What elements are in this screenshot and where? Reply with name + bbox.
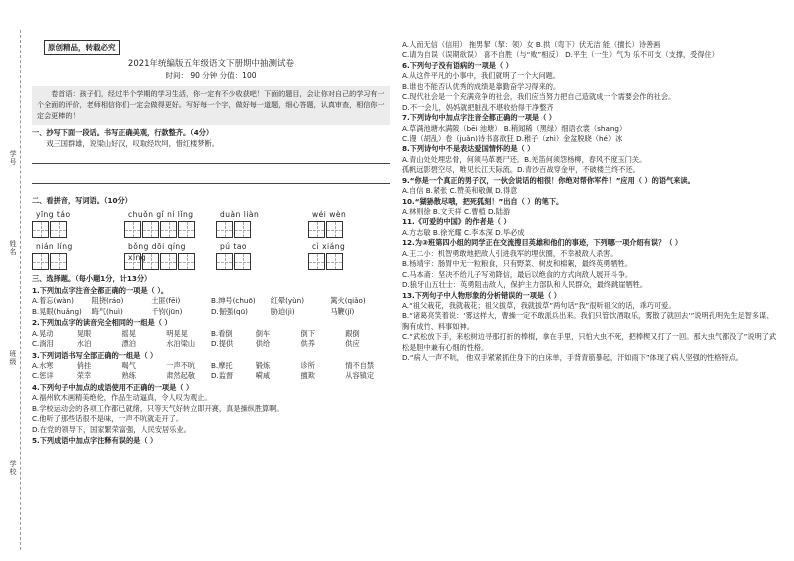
- pinyin-item: [32, 242, 114, 270]
- q4-option-a[interactable]: A.福州软木画精美绝伦，作品生动逼真，令人叹为观止。: [32, 393, 212, 403]
- option-item[interactable]: 水泊: [76, 339, 92, 349]
- binding-strip: [4, 30, 30, 550]
- option-item[interactable]: 明晃晃: [166, 328, 188, 338]
- writing-line: [32, 183, 390, 184]
- option-item[interactable]: 红晕(yùn): [270, 296, 305, 306]
- writing-cell[interactable]: [160, 253, 177, 270]
- option-item[interactable]: 跟倒: [345, 328, 360, 338]
- pinyin-item: [216, 210, 298, 238]
- pinyin-text: pú tao: [220, 242, 248, 252]
- copyright-stamp: 原创精品，转载必究: [44, 40, 120, 55]
- question-line[interactable]: A.草满池塘水满陂（bēi 池塘） B.稍闻稀（黑绿）细语衣裳（shang）: [402, 123, 627, 133]
- tian-grid: [216, 253, 298, 270]
- option-item[interactable]: 倒下: [300, 328, 315, 338]
- pinyin-item: [124, 242, 206, 270]
- question-line[interactable]: C.现代社会是一个充满竞争的社会，我们应当努力把自己造就成一个需要会作的社会。: [402, 92, 676, 102]
- option-row: [32, 329, 390, 339]
- exam-meta: 时间： 90 分钟 分值：100: [165, 71, 257, 81]
- writing-line: [32, 163, 390, 164]
- option-item[interactable]: B.摩托: [211, 360, 233, 370]
- option-item[interactable]: 阻挠(ráo): [91, 296, 124, 306]
- question-line[interactable]: 孤帆远影碧空尽，唯见长江天际流。D.青沙百战穿金甲，不破楼兰终不还。: [402, 165, 640, 175]
- option-item[interactable]: 篱火(qiǎo): [330, 296, 366, 306]
- option-item[interactable]: D.提供: [211, 339, 234, 349]
- question-stem: 9.“你是一个真正的男子汉，一伙会说话的相很！你绝对帮你军件！”应用（ ）的语气来读。: [402, 175, 695, 185]
- writing-cell[interactable]: [124, 253, 141, 270]
- section3-heading: 三、选择题。（每小题1分，计13分）: [32, 274, 152, 284]
- pinyin-text: yīng táo: [36, 210, 71, 220]
- binding-label-name: 姓名: [9, 240, 17, 256]
- pinyin-item: [124, 210, 206, 238]
- question-line[interactable]: D.不一会儿，妈妈就把脏乱不堪收拾得干净整齐: [402, 102, 554, 112]
- intro-box: 卷首语：孩子们，经过半个学期的学习生活，你一定有不少收获吧！下面的题目，会让你对自己的学习有一个全面的评价，老师相信你们一定会做得更好。写好每一个字，做好每一道题，细心答题，认真审查，相信你一定会更棒的！: [32, 86, 390, 125]
- question-stem: 7.下列诗句中加点字注音全都正确的一项是（ ）: [402, 113, 556, 123]
- writing-cell[interactable]: [142, 253, 159, 270]
- question-stem: 12.为③班第四小组的同学正在交流搜目英雄和他们的事迹，下列哪一项介绍有误？（ ）: [402, 238, 683, 248]
- binding-label-school: 学校: [9, 460, 17, 476]
- binding-label-class: 班级: [9, 350, 17, 366]
- tian-grid: [32, 253, 114, 270]
- pinyin-text: bǒng dōi qíng xǐng: [128, 242, 186, 263]
- question-line[interactable]: A.王二小：机智勇敢地把敌人引进我军的埋伏圈，不幸被敌人杀害。: [402, 248, 618, 258]
- binding-label-student-id: 学号: [9, 150, 17, 166]
- writing-cell[interactable]: [308, 253, 325, 270]
- right-column: [402, 40, 780, 364]
- writing-cell[interactable]: [234, 221, 251, 238]
- question-line[interactable]: C.请为自误（误期欲误） 喜不自胜（与“败”相反） D.平生（一生）气为 乐不可支（支撑，受得住）: [402, 50, 719, 60]
- writing-cell[interactable]: [50, 253, 67, 270]
- option-row: [32, 296, 390, 306]
- question-stem: 2.下列加点字的读音完全相同的一组是（ ）: [32, 318, 172, 328]
- tian-grid: [32, 221, 114, 238]
- writing-cell[interactable]: [124, 221, 141, 238]
- binding-dashed-line: [20, 30, 21, 550]
- pinyin-row-2: [32, 242, 390, 270]
- question-line[interactable]: A.林则徐 B.文天祥 C.曹植 D.陆游: [402, 207, 511, 216]
- question-line[interactable]: C.马本斋：坚决不给儿子写劝降信，最后以绝食的方式向敌人展开斗争。: [402, 269, 633, 279]
- pinyin-text: wéi wèn: [312, 210, 347, 220]
- question-stem: 10.“猢狲散尽哦，把死狐刻！”出自（ ）的笔下。: [402, 196, 564, 206]
- option-item[interactable]: C.惩详: [32, 371, 54, 381]
- question-line[interactable]: A.自信 B.紧张 C.赞美和敬佩 D.得意: [402, 186, 518, 196]
- question-line[interactable]: B.谁也不能否认优秀的成绩是靠勤奋学习得来的。: [402, 81, 561, 91]
- option-item[interactable]: 马鞭(jǐ): [330, 306, 355, 316]
- pinyin-item: [216, 242, 298, 270]
- option-item[interactable]: A.水寒: [32, 360, 54, 370]
- option-item[interactable]: 一声不吭: [166, 360, 196, 370]
- option-item[interactable]: 熟练: [121, 371, 136, 381]
- option-item[interactable]: A.晃动: [32, 328, 54, 338]
- option-item[interactable]: 从容镇定: [345, 371, 375, 381]
- pinyin-text: nián líng: [36, 242, 73, 252]
- option-item[interactable]: B.绅号(chuō): [211, 296, 256, 306]
- option-item[interactable]: 诊所: [300, 360, 315, 370]
- writing-cell[interactable]: [142, 221, 159, 238]
- option-item[interactable]: 水泊梁山: [166, 339, 196, 349]
- section1-text: 戏三国群雄，说梁山好汉，叹取经坎坷，惜红楼梦断。: [46, 138, 219, 148]
- section1-heading: 一、抄写下面一段话。书写正确美观，行款整齐。（4分）: [32, 128, 214, 138]
- option-item[interactable]: 晦气(huì): [91, 306, 123, 316]
- writing-cell[interactable]: [160, 221, 177, 238]
- option-row: [32, 339, 390, 349]
- writing-area[interactable]: [32, 149, 390, 193]
- writing-cell[interactable]: [178, 221, 195, 238]
- option-item[interactable]: 情不自禁: [345, 360, 375, 370]
- option-item[interactable]: 胁迫(jì): [270, 306, 295, 316]
- question-line[interactable]: A.方志敏 B.徐光耀 C.李本深 D.毕必成: [402, 227, 525, 237]
- question-stem: 6.下列句子没有语病的一项是（ ）: [402, 60, 513, 70]
- option-item[interactable]: 晃眼: [76, 328, 92, 338]
- option-item[interactable]: 漂泊: [121, 339, 136, 349]
- question-stem: 1.下列加点字注音全都正确的一项是（ ）。: [32, 285, 169, 295]
- writing-cell[interactable]: [32, 221, 49, 238]
- option-item[interactable]: D.监督: [211, 371, 234, 381]
- pinyin-row-1: [32, 210, 390, 238]
- option-item[interactable]: 供应: [345, 339, 360, 349]
- writing-cell[interactable]: [32, 253, 49, 270]
- pinyin-text: cì xiáng: [312, 242, 346, 252]
- option-item[interactable]: 锻炼: [255, 360, 271, 370]
- option-row: [32, 307, 390, 317]
- tian-grid: [124, 221, 206, 238]
- option-item[interactable]: 俏挂: [76, 360, 92, 370]
- question-line[interactable]: B.杨靖宇：肠胃中无一粒粮食，只有野菜、树皮和棉絮，最终英勇牺牲。: [402, 259, 633, 269]
- question-line[interactable]: D.狼牙山五壮士：英勇阻击敌人，保护主力部队和人民群众，最终跳崖牺牲。: [402, 280, 648, 290]
- left-question-list: [32, 286, 390, 382]
- left-column: [32, 38, 390, 446]
- writing-cell[interactable]: [50, 221, 67, 238]
- question-line[interactable]: A.青山处处埋忠骨，何须马革裹尸还。B.羌笛何须怨杨柳，春风不度玉门关。: [402, 154, 647, 164]
- writing-cell[interactable]: [308, 221, 325, 238]
- question-line[interactable]: C.谩（胡乱）卷（juǎn)诗书喜欲狂 D.稚子（zhì）金盆脱晓（hé）冰: [402, 133, 623, 143]
- option-item[interactable]: 千钧(jūn): [151, 306, 183, 316]
- writing-cell[interactable]: [326, 253, 343, 270]
- writing-cell[interactable]: [326, 221, 343, 238]
- tian-grid: [216, 221, 298, 238]
- option-item[interactable]: B.看倒: [211, 328, 233, 338]
- option-item[interactable]: 荣幸: [76, 371, 92, 381]
- question-line[interactable]: C.“武松放下手，来松树边寻那打折的棒棍，拿在手里，只怕大虫不死，把棒楔又打了一回。那大虫气都没了”说明了武松是胆中兼有心细的性格。: [402, 332, 777, 352]
- option-item[interactable]: 嗬咸: [255, 371, 271, 381]
- writing-cell[interactable]: [234, 253, 251, 270]
- question-stem: 13.下列句子中人物形象的分析错误的一项是（ ）: [402, 290, 561, 300]
- pinyin-item: [308, 210, 390, 238]
- option-item[interactable]: D.倔强(qū): [211, 306, 248, 316]
- question-line[interactable]: D.“病人一声不吭， 他双手紧紧抓住身下的白床单，手背青筋暴起，汗如雨下”体现了病人坚强的性格特点。: [402, 353, 743, 363]
- question-line[interactable]: A.“祖父栽花，我就栽花；祖父拔草，我就拔草”两句话“我”很听祖父的话，乖巧可爱。: [402, 300, 676, 310]
- option-row: [32, 371, 390, 381]
- pinyin-text: chuǒn gǐ ní lǐng: [128, 210, 194, 220]
- question-stem: 11.《可爱的中国》的作者是（ ）: [402, 217, 511, 227]
- writing-cell[interactable]: [216, 221, 233, 238]
- pinyin-text: duàn liàn: [220, 210, 260, 220]
- option-item[interactable]: C.淌泪: [32, 339, 54, 349]
- option-item[interactable]: 倒车: [255, 328, 271, 338]
- question-stem: 8.下列诗句中不是表达爱国情怀的是（ ）: [402, 144, 535, 154]
- pinyin-item: [32, 210, 114, 238]
- option-item[interactable]: B.晃眼(huǎng): [32, 306, 82, 316]
- option-item[interactable]: 供给: [255, 339, 271, 349]
- option-item[interactable]: 土匪(fēi): [151, 296, 181, 306]
- option-item[interactable]: 擅欺: [300, 371, 315, 381]
- option-item[interactable]: 供养: [300, 339, 315, 349]
- option-row: [32, 361, 390, 371]
- tian-grid: [308, 253, 390, 270]
- question-line[interactable]: A.从这件平凡的小事中，我们就明了一个大问题。: [402, 71, 561, 81]
- page-title: 2021年统编版五年级语文下册期中抽测试卷: [127, 59, 295, 69]
- question-line[interactable]: B.“诸葛亮笑着说：‘雾这样大，曹操一定不敢派兵出来。我们只管饮酒取乐，雾散了就回去’”说明孔明先生足智多谋、胸有成竹、料事如神。: [402, 311, 774, 331]
- tian-grid: [124, 253, 206, 270]
- writing-cell[interactable]: [216, 253, 233, 270]
- option-item[interactable]: 肃然起敬: [166, 371, 196, 381]
- option-item[interactable]: A.着忘(wàn): [32, 296, 74, 306]
- question-5-stem: 5.下列成语中加点字注释有误的是（ ）: [32, 436, 158, 446]
- section2-heading: 二、看拼音，写词语。（10分）: [32, 196, 132, 206]
- question-line[interactable]: A.人而无信（信用） 拖男挈（挈：领）女 B.拱（弯下）伏无洁 能（擅长）诗善画: [402, 40, 661, 49]
- q4-option-b[interactable]: B.学校运动会的各项工作都已就绪，只等天气好转立即开赛，真是操纵胜算啊。: [32, 403, 284, 413]
- question-4-stem: 4.下列句子中加点的成语使用不正确的一项是（ ）: [32, 382, 194, 392]
- option-item[interactable]: 喝气: [121, 360, 136, 370]
- option-item[interactable]: 摇晃: [121, 328, 136, 338]
- q4-option-c[interactable]: C.他听了那些话很不是味，一声不吭就走开了。: [32, 414, 184, 424]
- tian-grid: [308, 221, 390, 238]
- pinyin-item: [308, 242, 390, 270]
- writing-cell[interactable]: [178, 253, 195, 270]
- question-stem: 3.下列词语书写全部正确的一组是（ ）: [32, 350, 158, 360]
- question-4: [32, 383, 390, 435]
- q4-option-d[interactable]: D.在党的领导下，国家繁荣富强，人民安居乐业。: [32, 424, 191, 434]
